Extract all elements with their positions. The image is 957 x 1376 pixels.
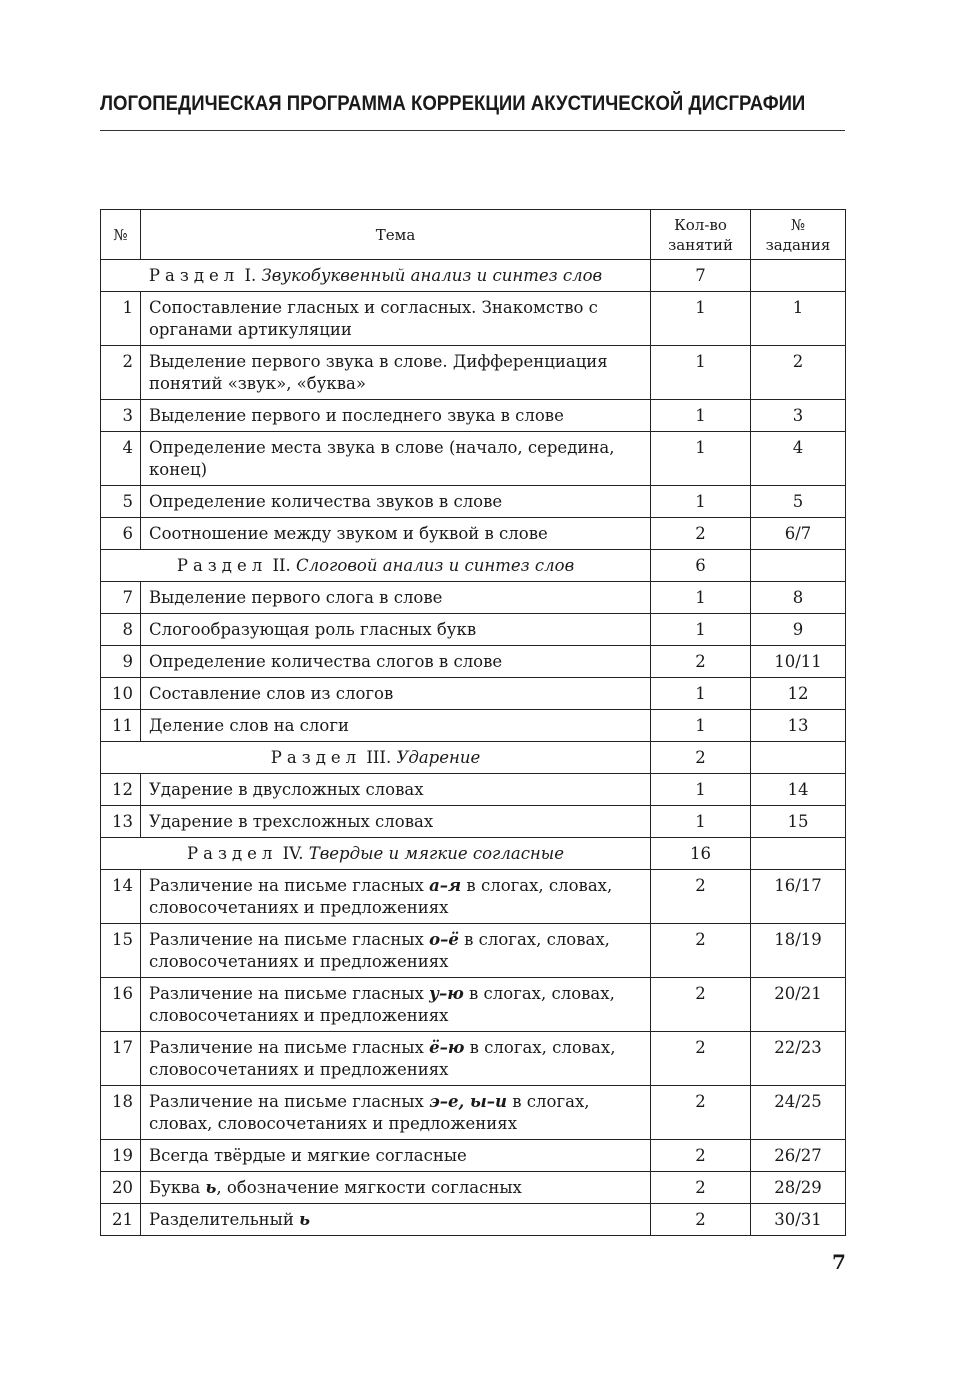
- lesson-count: 1: [651, 400, 751, 432]
- topic-text: в слогах, словах, словосочетаниях и предложениях: [148, 1092, 590, 1133]
- task-number: 9: [751, 614, 846, 646]
- column-header-number: №: [101, 210, 141, 260]
- table-row: [101, 432, 846, 486]
- topic-cell: [140, 346, 650, 400]
- topic-text: Выделение первого звука в слове. Дифференциация понятий «звук», «буква»: [148, 352, 608, 393]
- row-number: 17: [101, 1032, 141, 1086]
- section-numeral: II.: [272, 556, 291, 575]
- topic-text: в слогах, словах, словосочетаниях и предложениях: [148, 1038, 616, 1079]
- task-number: [751, 260, 846, 292]
- page-number: 7: [832, 1250, 846, 1274]
- task-number: [751, 550, 846, 582]
- task-number: 26/27: [751, 1140, 846, 1172]
- section-title: [101, 550, 651, 582]
- topic-cell: [140, 774, 650, 806]
- table-row: [101, 774, 846, 806]
- table-row: [101, 346, 846, 400]
- topic-cell: [140, 924, 650, 978]
- section-word: Раздел: [187, 844, 278, 863]
- topic-emphasis: у–ю: [429, 984, 464, 1003]
- table-row: [101, 614, 846, 646]
- topic-text: Различение на письме гласных: [148, 930, 430, 949]
- section-title: [101, 838, 651, 870]
- row-number: 20: [101, 1172, 141, 1204]
- task-number: 22/23: [751, 1032, 846, 1086]
- topic-emphasis: а–я: [429, 876, 462, 895]
- topic-cell: [140, 292, 650, 346]
- task-number: 24/25: [751, 1086, 846, 1140]
- topic-text: Выделение первого и последнего звука в слове: [148, 406, 564, 425]
- header-line: №: [790, 216, 806, 234]
- section-numeral: I.: [244, 266, 257, 285]
- row-number: 7: [101, 582, 141, 614]
- row-number: 15: [101, 924, 141, 978]
- task-number: [751, 838, 846, 870]
- topic-cell: [140, 518, 650, 550]
- lesson-count: 1: [651, 582, 751, 614]
- section-row: [101, 742, 846, 774]
- section-name: Твердые и мягкие согласные: [308, 844, 565, 863]
- table-row: [101, 1032, 846, 1086]
- topic-text: Сопоставление гласных и согласных. Знакомство с органами артикуляции: [148, 298, 598, 339]
- lesson-count: 2: [651, 1172, 751, 1204]
- task-number: 5: [751, 486, 846, 518]
- task-number: 13: [751, 710, 846, 742]
- topic-text: Различение на письме гласных: [148, 1092, 430, 1111]
- table-row: [101, 1204, 846, 1236]
- lesson-count: 1: [651, 774, 751, 806]
- section-word: Раздел: [270, 748, 362, 767]
- lesson-count: 1: [651, 806, 751, 838]
- header-rule: [100, 130, 845, 131]
- task-number: 1: [751, 292, 846, 346]
- topic-text: Составление слов из слогов: [148, 684, 394, 703]
- task-number: 18/19: [751, 924, 846, 978]
- topic-cell: [140, 614, 650, 646]
- row-number: 3: [101, 400, 141, 432]
- row-number: 2: [101, 346, 141, 400]
- column-header-task-number: [751, 210, 846, 260]
- page-header-title: ЛОГОПЕДИЧЕСКАЯ ПРОГРАММА КОРРЕКЦИИ АКУСТИЧЕСКОЙ ДИСГРАФИИ: [100, 92, 806, 115]
- topic-emphasis: э–е, ы–и: [429, 1092, 508, 1111]
- column-header-lesson-count: [651, 210, 751, 260]
- task-number: 20/21: [751, 978, 846, 1032]
- topic-cell: [140, 806, 650, 838]
- table-row: [101, 1172, 846, 1204]
- row-number: 9: [101, 646, 141, 678]
- task-number: 2: [751, 346, 846, 400]
- topic-text: в слогах, словах, словосочетаниях и предложениях: [148, 984, 615, 1025]
- table-header-row: [101, 210, 846, 260]
- lesson-count: 2: [651, 1204, 751, 1236]
- table-row: [101, 1086, 846, 1140]
- lesson-count: 16: [651, 838, 751, 870]
- section-row: [101, 838, 846, 870]
- topic-text: Различение на письме гласных: [148, 1038, 430, 1057]
- topic-text: Разделительный: [148, 1210, 300, 1229]
- lesson-count: 2: [651, 870, 751, 924]
- task-number: [751, 742, 846, 774]
- topic-cell: [140, 870, 650, 924]
- topic-cell: [140, 978, 650, 1032]
- row-number: 11: [101, 710, 141, 742]
- section-name: Звукобуквенный анализ и синтез слов: [261, 266, 603, 285]
- lesson-count: 2: [651, 978, 751, 1032]
- section-numeral: III.: [366, 748, 392, 767]
- topic-emphasis: ь: [205, 1178, 217, 1197]
- table-row: [101, 1140, 846, 1172]
- row-number: 12: [101, 774, 141, 806]
- lesson-count: 1: [651, 614, 751, 646]
- table-row: [101, 582, 846, 614]
- row-number: 14: [101, 870, 141, 924]
- task-number: 15: [751, 806, 846, 838]
- column-header-topic: Тема: [140, 210, 650, 260]
- row-number: 10: [101, 678, 141, 710]
- topic-cell: [140, 1086, 650, 1140]
- topic-text: Ударение в двусложных словах: [148, 780, 424, 799]
- row-number: 13: [101, 806, 141, 838]
- lesson-count: 1: [651, 292, 751, 346]
- topic-cell: [140, 432, 650, 486]
- task-number: 12: [751, 678, 846, 710]
- header-line: задания: [765, 236, 831, 254]
- topic-emphasis: ё–ю: [429, 1038, 465, 1057]
- section-word: Раздел: [148, 266, 240, 285]
- header-line: занятий: [668, 236, 733, 254]
- lesson-count: 6: [651, 550, 751, 582]
- row-number: 8: [101, 614, 141, 646]
- lesson-count: 1: [651, 486, 751, 518]
- topic-emphasis: ь: [299, 1210, 310, 1229]
- section-row: [101, 550, 846, 582]
- table-row: [101, 924, 846, 978]
- topic-text: в слогах, словах, словосочетаниях и предложениях: [148, 930, 610, 971]
- row-number: 18: [101, 1086, 141, 1140]
- lesson-count: 7: [651, 260, 751, 292]
- lesson-count: 2: [651, 1140, 751, 1172]
- section-title: [101, 260, 651, 292]
- lesson-count: 2: [651, 1086, 751, 1140]
- task-number: 4: [751, 432, 846, 486]
- topic-cell: [140, 486, 650, 518]
- table-row: [101, 806, 846, 838]
- topic-cell: [140, 1172, 650, 1204]
- topic-cell: [140, 582, 650, 614]
- topic-text: , обозначение мягкости согласных: [216, 1178, 522, 1197]
- topic-text: Определение количества слогов в слове: [148, 652, 503, 671]
- topic-text: Различение на письме гласных: [148, 876, 430, 895]
- table-row: [101, 710, 846, 742]
- topic-emphasis: о–ё: [429, 930, 459, 949]
- table-row: [101, 400, 846, 432]
- section-name: Ударение: [396, 748, 481, 767]
- topic-cell: [140, 1140, 650, 1172]
- section-row: [101, 260, 846, 292]
- table-body: [101, 260, 846, 1236]
- row-number: 19: [101, 1140, 141, 1172]
- table-row: [101, 646, 846, 678]
- lesson-count: 2: [651, 646, 751, 678]
- topic-text: Деление слов на слоги: [148, 716, 349, 735]
- task-number: 16/17: [751, 870, 846, 924]
- lesson-count: 2: [651, 1032, 751, 1086]
- task-number: 8: [751, 582, 846, 614]
- lesson-count: 1: [651, 432, 751, 486]
- section-name: Слоговой анализ и синтез слов: [295, 556, 575, 575]
- table-row: [101, 518, 846, 550]
- row-number: 5: [101, 486, 141, 518]
- topic-text: Определение места звука в слове (начало, середина, конец): [148, 438, 615, 479]
- table-row: [101, 978, 846, 1032]
- table-row: [101, 870, 846, 924]
- topic-text: Соотношение между звуком и буквой в слове: [148, 524, 548, 543]
- header-line: Кол-во: [674, 216, 727, 234]
- topic-text: Буква: [148, 1178, 206, 1197]
- lesson-count: 2: [651, 518, 751, 550]
- section-word: Раздел: [176, 556, 268, 575]
- topic-cell: [140, 1032, 650, 1086]
- lesson-count: 2: [651, 742, 751, 774]
- lesson-count: 1: [651, 678, 751, 710]
- section-title: [101, 742, 651, 774]
- topic-text: в слогах, словах, словосочетаниях и предложениях: [148, 876, 613, 917]
- section-numeral: IV.: [282, 844, 304, 863]
- task-number: 10/11: [751, 646, 846, 678]
- topic-text: Слогообразующая роль гласных букв: [148, 620, 477, 639]
- topic-text: Всегда твёрдые и мягкие согласные: [148, 1146, 467, 1165]
- row-number: 16: [101, 978, 141, 1032]
- topic-cell: [140, 400, 650, 432]
- topic-cell: [140, 646, 650, 678]
- topic-cell: [140, 710, 650, 742]
- topic-text: Определение количества звуков в слове: [148, 492, 503, 511]
- lesson-count: 2: [651, 924, 751, 978]
- row-number: 4: [101, 432, 141, 486]
- topic-text: Различение на письме гласных: [148, 984, 430, 1003]
- table-row: [101, 486, 846, 518]
- lesson-count: 1: [651, 710, 751, 742]
- table-row: [101, 292, 846, 346]
- task-number: 3: [751, 400, 846, 432]
- topic-cell: [140, 678, 650, 710]
- row-number: 1: [101, 292, 141, 346]
- task-number: 14: [751, 774, 846, 806]
- table-row: [101, 678, 846, 710]
- task-number: 6/7: [751, 518, 846, 550]
- task-number: 30/31: [751, 1204, 846, 1236]
- lesson-count: 1: [651, 346, 751, 400]
- task-number: 28/29: [751, 1172, 846, 1204]
- topic-text: Выделение первого слога в слове: [148, 588, 443, 607]
- topic-cell: [140, 1204, 650, 1236]
- row-number: 21: [101, 1204, 141, 1236]
- program-table: [100, 209, 846, 1236]
- topic-text: Ударение в трехсложных словах: [148, 812, 434, 831]
- row-number: 6: [101, 518, 141, 550]
